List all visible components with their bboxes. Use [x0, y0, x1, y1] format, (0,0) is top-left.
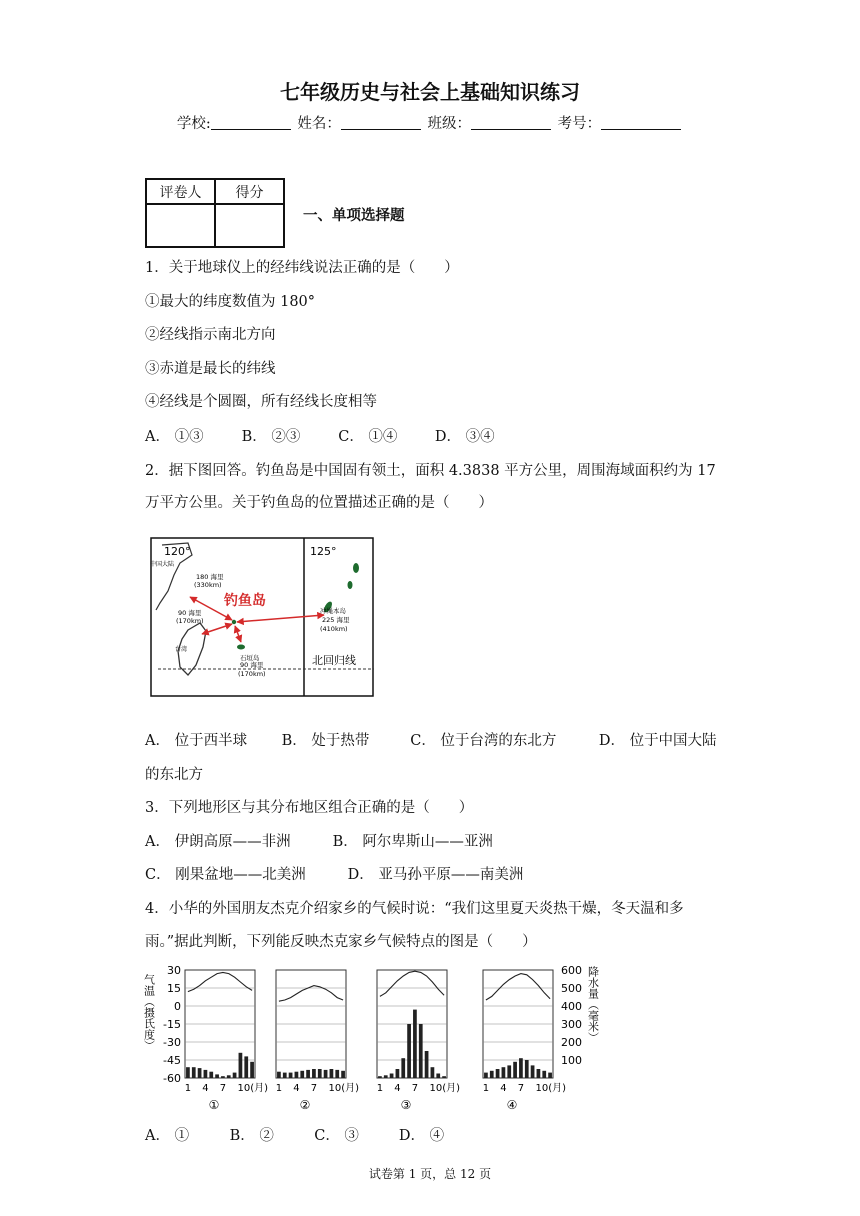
tropic-label: 北回归线 [312, 654, 356, 667]
q1-option-c[interactable]: C． ①④ [338, 429, 398, 445]
q4-stem-line-1: 4．小华的外国朋友杰克介绍家乡的气候时说：“我们这里夏天炎热干燥，冬天温和多 [145, 901, 684, 917]
month-tick-label: 10(月) [535, 1083, 567, 1094]
q3-option-a[interactable]: A． 伊朗高原——非洲 [145, 834, 291, 850]
precip-bar [215, 1074, 219, 1078]
diaoyu-label: 钓鱼岛 [224, 593, 266, 609]
precip-bar [324, 1070, 328, 1078]
panel-label: ① [208, 1098, 220, 1112]
mainland-label: 中国大陆 [150, 561, 175, 568]
dist-taiwan-km: (170km) [176, 617, 204, 625]
temp-tick-label: 0 [174, 1000, 181, 1013]
month-tick-label: 7 [517, 1083, 525, 1094]
page-title: 七年级历史与社会上基础知识练习 [280, 80, 580, 104]
q1-item-3: ③赤道是最长的纬线 [145, 361, 276, 377]
precip-bar [407, 1024, 411, 1078]
precip-bar [341, 1071, 345, 1078]
precip-bar [250, 1062, 254, 1078]
panel-label: ② [299, 1098, 311, 1112]
temp-tick-label: -45 [163, 1054, 181, 1067]
precip-bar [436, 1074, 440, 1079]
month-tick-label: 4 [500, 1083, 507, 1094]
temperature-line [188, 972, 252, 991]
climate-panel [377, 970, 460, 1112]
dist-mainland-km: (330km) [194, 581, 222, 589]
q3-option-d[interactable]: D． 亚马孙平原——南美洲 [347, 867, 524, 883]
page-footer: 试卷第 1 页，总 12 页 [368, 1167, 492, 1181]
month-tick-label: 4 [394, 1083, 401, 1094]
month-tick-label: 4 [293, 1083, 300, 1094]
island-north [353, 563, 359, 573]
precip-tick-label: 400 [561, 1000, 582, 1013]
temp-tick-label: -30 [163, 1036, 181, 1049]
precip-tick-label: 300 [561, 1018, 582, 1031]
precip-bar [204, 1070, 208, 1078]
q4-option-c[interactable]: C． ③ [314, 1128, 359, 1144]
grader-header: 评卷人 [146, 179, 215, 204]
panel-label: ④ [506, 1098, 518, 1112]
q1-item-2: ②经线指示南北方向 [145, 327, 276, 343]
temp-tick-label: 30 [167, 964, 181, 977]
precip-bar [186, 1067, 190, 1078]
precip-bar [233, 1073, 237, 1078]
month-tick-label: 1 [482, 1083, 490, 1094]
school-label: 学校: [176, 116, 211, 132]
left-axis-title [143, 973, 156, 1051]
precip-tick-label: 200 [561, 1036, 582, 1049]
q2-options [145, 729, 717, 750]
precip-bar [330, 1069, 334, 1078]
exam-number-label: 考号： [557, 116, 602, 132]
precip-bar [484, 1073, 488, 1078]
student-info-row [0, 112, 860, 133]
dist-okinawa-km: (410km) [320, 625, 348, 633]
precip-bar [396, 1069, 400, 1078]
q1-item-1: ①最大的纬度数值为 180° [145, 294, 316, 310]
precip-bar [442, 1076, 446, 1078]
precip-bar [390, 1074, 394, 1079]
q1-options [145, 425, 495, 446]
month-tick-label: 10(月) [429, 1083, 461, 1094]
precip-bar [244, 1056, 248, 1078]
precip-bar [431, 1067, 435, 1078]
precip-tick-label: 500 [561, 982, 582, 995]
month-tick-label: 7 [411, 1083, 419, 1094]
score-header: 得分 [215, 179, 284, 204]
section-heading: 一、单项选择题 [303, 208, 405, 224]
lon-125-label: 125° [310, 545, 337, 558]
precip-bar [413, 1010, 417, 1078]
dist-ishigaki-km: (170km) [238, 670, 266, 678]
q1-option-d[interactable]: D． ③④ [434, 429, 495, 445]
precip-bar [384, 1075, 388, 1078]
precip-bar [401, 1058, 405, 1078]
precip-bar [221, 1076, 225, 1078]
precip-bar [548, 1073, 552, 1078]
q3-stem: 3．下列地形区与其分布地区组合正确的是（ ） [145, 800, 474, 816]
name-blank [341, 115, 421, 130]
q1-stem: 1．关于地球仪上的经纬线说法正确的是（ ） [145, 260, 459, 276]
temp-tick-label: -15 [163, 1018, 181, 1031]
dist-okinawa-nm: 225 海里 [322, 616, 350, 624]
dist-taiwan-nm: 90 海里 [178, 609, 202, 617]
q1-item-4: ④经线是个圆圈，所有经线长度相等 [145, 394, 377, 410]
temp-ticks [163, 964, 181, 1085]
month-tick-label: 7 [310, 1083, 318, 1094]
climate-panel [483, 970, 566, 1112]
precip-bar [306, 1070, 310, 1078]
q2-option-a[interactable]: A． 位于西半球 [145, 733, 248, 749]
precip-bar [198, 1068, 202, 1078]
month-tick-label: 4 [202, 1083, 209, 1094]
temp-tick-label: 15 [167, 982, 181, 995]
climate-charts [142, 962, 605, 1114]
panel-label: ③ [400, 1098, 412, 1112]
arrow-okinawa [237, 615, 324, 622]
precip-ticks [561, 964, 582, 1067]
ishigaki-island [237, 645, 245, 650]
precip-tick-label: 100 [561, 1054, 582, 1067]
precip-bar [318, 1069, 322, 1078]
precip-bar [209, 1072, 213, 1078]
diaoyu-island-map [148, 535, 378, 700]
q4-stem-line-2: 雨。”据此判断，下列能反映杰克家乡气候特点的图是（ ） [145, 934, 537, 950]
month-tick-label: 10(月) [237, 1083, 269, 1094]
q2-stem-line-2: 万平方公里。关于钓鱼岛的位置描述正确的是（ ） [145, 495, 493, 511]
arrow-taiwan [202, 624, 232, 634]
temperature-line [486, 974, 550, 1000]
q1-option-a[interactable]: A． ①③ [145, 429, 204, 445]
q2-option-d[interactable]: D． 位于中国大陆 [598, 733, 717, 749]
precip-bar [277, 1072, 281, 1078]
chart-panels [185, 970, 566, 1112]
grader-cell [146, 204, 215, 247]
temp-axis-title: 气温（摄氏度） [142, 974, 156, 1051]
precip-bar [289, 1073, 293, 1078]
month-tick-label: 10(月) [328, 1083, 360, 1094]
temp-tick-label: -60 [163, 1072, 181, 1085]
name-label: 姓名： [297, 116, 341, 132]
precip-bar [300, 1071, 304, 1078]
precip-bar [542, 1071, 546, 1078]
taiwan-label: 台湾 [175, 646, 188, 653]
precip-bar [507, 1065, 511, 1078]
q3-option-c[interactable]: C． 刚果盆地——北美洲 [145, 867, 306, 883]
precip-bar [490, 1071, 494, 1078]
precip-bar [192, 1067, 196, 1078]
precip-axis-title: 降水量（毫米） [586, 966, 600, 1043]
q4-option-b[interactable]: B． ② [229, 1128, 274, 1144]
precip-bar [531, 1065, 535, 1078]
q3-option-b[interactable]: B． 阿尔卑斯山——亚洲 [332, 834, 493, 850]
month-tick-label: 7 [219, 1083, 227, 1094]
q3-options-row-1 [145, 830, 493, 851]
precip-bar [227, 1075, 231, 1078]
score-table [145, 178, 285, 248]
precip-bar [378, 1076, 382, 1078]
island-middle [348, 581, 353, 589]
precip-bar [312, 1069, 316, 1078]
temperature-line [380, 971, 444, 996]
exam-number-blank [601, 115, 681, 130]
precip-bar [425, 1051, 429, 1078]
precip-bar [513, 1062, 517, 1078]
month-tick-label: 1 [184, 1083, 192, 1094]
climate-panel [185, 970, 268, 1112]
precip-bar [537, 1069, 541, 1078]
score-cell [215, 204, 284, 247]
class-label: 班级： [427, 116, 471, 132]
school-blank [211, 115, 291, 130]
lon-120-label: 120° [164, 545, 191, 558]
q2-option-d-continued: 的东北方 [145, 767, 203, 783]
okinawa-label: 冲绳本岛 [320, 607, 346, 615]
precip-bar [239, 1053, 243, 1078]
class-blank [471, 115, 551, 130]
precip-bar [525, 1060, 529, 1078]
precip-bar [496, 1069, 500, 1078]
q2-option-b[interactable]: B． 处于热带 [281, 733, 370, 749]
month-tick-label: 1 [376, 1083, 384, 1094]
q1-option-b[interactable]: B． ②③ [241, 429, 301, 445]
q4-option-d[interactable]: D． ④ [398, 1128, 445, 1144]
climate-panel [276, 970, 359, 1112]
q2-option-c[interactable]: C． 位于台湾的东北方 [410, 733, 557, 749]
precip-bar [335, 1070, 339, 1078]
ishigaki-label: 石垣岛 [240, 654, 260, 662]
precip-tick-label: 600 [561, 964, 582, 977]
precip-bar [295, 1072, 299, 1078]
q4-options [145, 1124, 444, 1145]
precip-bar [519, 1058, 523, 1078]
right-axis-title [587, 965, 600, 1043]
dist-mainland-nm: 180 海里 [196, 573, 224, 581]
precip-bar [283, 1073, 287, 1078]
precip-bar [502, 1067, 506, 1078]
month-tick-label: 1 [275, 1083, 283, 1094]
q3-options-row-2 [145, 863, 523, 884]
q2-stem-line-1: 2．据下图回答。钓鱼岛是中国固有领土，面积 4.3838 平方公里，周围海域面积约为 17 [145, 463, 716, 479]
q4-option-a[interactable]: A． ① [145, 1128, 190, 1144]
diaoyu-island-dot [232, 620, 236, 624]
arrow-ishigaki [235, 626, 241, 642]
precip-bar [419, 1024, 423, 1078]
dist-ishigaki-nm: 90 海里 [240, 661, 264, 669]
